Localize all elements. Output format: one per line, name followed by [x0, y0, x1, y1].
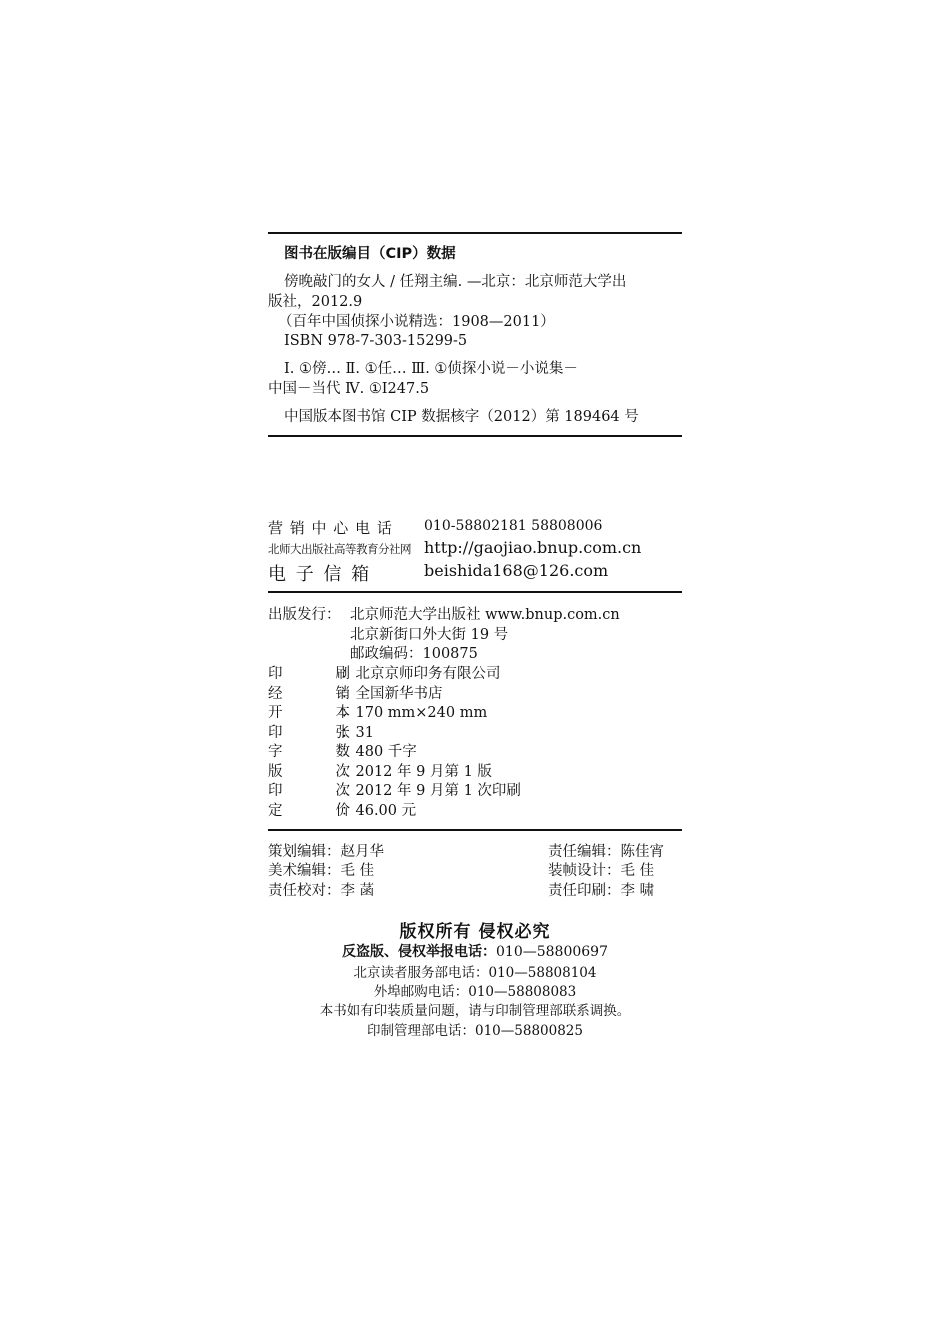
sheets-label: 印张 — [268, 725, 350, 741]
cip-line-6: 中国－当代 Ⅳ. ①I247.5 — [268, 381, 430, 397]
print-dept-phone: 印制管理部电话：010—58800825 — [367, 1023, 583, 1039]
publisher-postcode: 邮政编码：100875 — [350, 646, 478, 662]
edition-label: 版次 — [268, 764, 350, 780]
price-value: ：46.00 元 — [341, 803, 417, 819]
edition-value: ：2012 年 9 月第 1 版 — [341, 764, 492, 780]
marketing-email-label: 电 子 信 箱 — [268, 564, 372, 585]
copyright-notice: 版权所有 侵权必究 — [399, 922, 551, 942]
publisher-address: 北京新街口外大街 19 号 — [350, 627, 509, 643]
marketing-phone-value: 010-58802181 58808006 — [424, 518, 603, 534]
report-hotline-value: 010—58800697 — [496, 944, 608, 960]
cip-line-1: 傍晚敲门的女人 / 任翔主编. —北京：北京师范大学出 — [284, 274, 627, 290]
print-supervisor: 责任印刷：李 啸 — [548, 883, 655, 899]
wordcount-label: 字数 — [268, 744, 350, 760]
distribution-label: 经销 — [268, 686, 350, 702]
cip-line-7: 中国版本图书馆 CIP 数据核字（2012）第 189464 号 — [284, 409, 639, 425]
impression-label: 印次 — [268, 783, 350, 799]
print-value: ：北京京师印务有限公司 — [341, 666, 501, 682]
cip-line-2: 版社，2012.9 — [268, 294, 363, 310]
report-hotline — [200, 941, 750, 961]
reader-service-phone: 北京读者服务部电话：010—58808104 — [353, 965, 597, 981]
cip-heading: 图书在版编目（CIP）数据 — [284, 246, 456, 262]
publisher-label: 出版发行： — [268, 607, 341, 623]
marketing-site-label: 北师大出版社高等教育分社网 — [268, 542, 411, 556]
proofreader: 责任校对：李 菡 — [268, 883, 375, 899]
report-hotline-label: 反盗版、侵权举报电话： — [342, 944, 496, 960]
mail-order-phone: 外埠邮购电话：010—58808083 — [373, 984, 577, 1000]
wordcount-value: ：480 千字 — [341, 744, 417, 760]
responsible-editor: 责任编辑：陈佳宵 — [548, 844, 664, 860]
publication-bottom-rule — [268, 829, 682, 831]
marketing-phone-label: 营 销 中 心 电 话 — [268, 519, 393, 537]
format-value: ：170 mm×240 mm — [341, 705, 488, 721]
publisher-value: 北京师范大学出版社 www.bnup.com.cn — [350, 607, 620, 623]
impression-value: ：2012 年 9 月第 1 次印刷 — [341, 783, 521, 799]
print-label: 印刷 — [268, 666, 350, 682]
cip-line-4: ISBN 978-7-303-15299-5 — [284, 333, 468, 349]
cip-bottom-rule — [268, 435, 682, 437]
cover-designer: 装帧设计：毛 佳 — [548, 863, 655, 879]
distribution-value: ：全国新华书店 — [341, 686, 443, 702]
art-editor: 美术编辑：毛 佳 — [268, 863, 375, 879]
format-label: 开本 — [268, 705, 350, 721]
price-label: 定价 — [268, 803, 350, 819]
cip-top-rule — [268, 232, 682, 234]
planning-editor: 策划编辑：赵月华 — [268, 844, 384, 860]
cip-line-5: Ⅰ. ①傍… Ⅱ. ①任… Ⅲ. ①侦探小说－小说集－ — [284, 361, 578, 377]
quality-notice: 本书如有印装质量问题，请与印制管理部联系调换。 — [319, 1003, 631, 1019]
marketing-email-link[interactable]: beishida168@126.com — [424, 561, 609, 580]
sheets-value: ：31 — [341, 725, 374, 741]
marketing-site-link[interactable]: http://gaojiao.bnup.com.cn — [424, 538, 642, 557]
cip-line-3: （百年中国侦探小说精选：1908—2011） — [278, 314, 555, 330]
marketing-bottom-rule — [268, 591, 682, 593]
